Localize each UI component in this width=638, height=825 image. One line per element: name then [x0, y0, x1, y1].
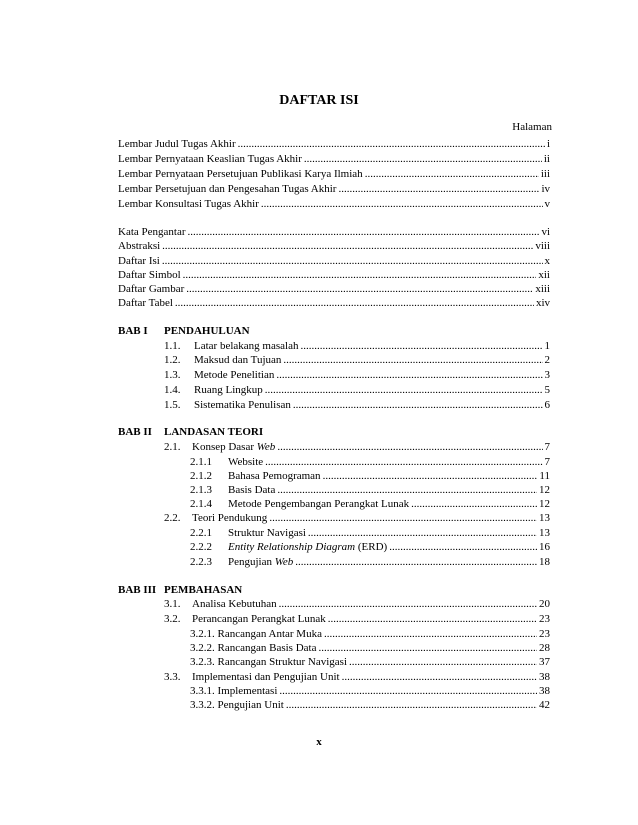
toc-entry	[118, 182, 550, 197]
toc-label: Ruang Lingkup	[194, 384, 263, 396]
toc-page: 11	[539, 470, 550, 482]
toc-entry	[164, 383, 550, 398]
toc-label: Implementasi dan Pengujian Unit	[192, 671, 340, 683]
section-number: 2.2.1	[190, 527, 212, 539]
toc-label: Basis Data	[228, 484, 276, 496]
toc-entry	[190, 641, 550, 656]
toc-label	[192, 440, 275, 455]
section-number: 1.4.	[164, 384, 181, 396]
toc-page: 3	[544, 369, 550, 381]
toc-entry	[190, 555, 550, 570]
label-text: Pengujian	[228, 556, 275, 568]
dot-leader	[304, 152, 542, 167]
section-number: 2.2.2	[190, 541, 212, 553]
dot-leader	[286, 698, 537, 713]
dot-leader	[342, 670, 537, 685]
toc-entry	[164, 368, 550, 383]
chapter-title: PEMBAHASAN	[164, 584, 243, 596]
chapter-heading	[118, 425, 263, 440]
toc-label: 3.3.1. Implementasi	[190, 685, 278, 697]
dot-leader	[186, 282, 533, 297]
dot-leader	[349, 655, 537, 670]
toc-entry	[118, 152, 550, 167]
dot-leader	[389, 540, 537, 555]
toc-entry	[190, 684, 550, 699]
toc-entry	[164, 339, 550, 354]
dot-leader	[365, 167, 539, 182]
toc-page: 7	[544, 441, 550, 453]
toc-page: 23	[539, 613, 550, 625]
dot-leader	[261, 197, 543, 212]
toc-page: 5	[544, 384, 550, 396]
dot-leader	[269, 511, 537, 526]
dot-leader	[328, 612, 537, 627]
toc-page: xii	[538, 269, 550, 281]
label-text: (ERD)	[355, 541, 388, 553]
toc-label: Sistematika Penulisan	[194, 399, 291, 411]
toc-entry	[164, 511, 550, 526]
dot-leader	[318, 641, 537, 656]
toc-page: 38	[539, 685, 550, 697]
toc-entry	[118, 296, 550, 311]
toc-page: 18	[539, 556, 550, 568]
toc-entry	[118, 197, 550, 212]
toc-label	[228, 540, 387, 555]
toc-page: 23	[539, 628, 550, 640]
toc-page: xiii	[535, 283, 550, 295]
toc-page: ii	[543, 153, 550, 165]
label-italic: Web	[256, 441, 276, 453]
dot-leader	[279, 684, 537, 699]
toc-page: 2	[544, 354, 550, 366]
toc-label: Abstraksi	[118, 240, 161, 252]
dot-leader	[175, 296, 534, 311]
dot-leader	[277, 440, 542, 455]
label-text: Konsep Dasar	[192, 441, 257, 453]
section-number: 2.1.3	[190, 484, 212, 496]
toc-label: Lembar Pernyataan Persetujuan Publikasi Karya Ilmiah	[118, 168, 363, 180]
toc-entry	[164, 612, 550, 627]
toc-label: Maksud dan Tujuan	[194, 354, 282, 366]
dot-leader	[183, 268, 537, 283]
dot-leader	[188, 225, 540, 240]
chapter-title: PENDAHULUAN	[164, 325, 250, 337]
toc-entry	[190, 455, 550, 470]
toc-label: Lembar Judul Tugas Akhir	[118, 138, 236, 150]
toc-label: Latar belakang masalah	[194, 340, 299, 352]
page-number: x	[316, 736, 322, 748]
toc-entry	[190, 469, 550, 484]
toc-label: Daftar Tabel	[118, 297, 173, 309]
toc-entry	[190, 627, 550, 642]
dot-leader	[276, 368, 542, 383]
toc-entry	[190, 540, 550, 555]
toc-label: 3.2.2. Rancangan Basis Data	[190, 642, 317, 654]
dot-leader	[265, 455, 542, 470]
toc-page: 42	[539, 699, 550, 711]
toc-label: Daftar Isi	[118, 255, 160, 267]
section-number: 3.1.	[164, 598, 181, 610]
toc-entry	[164, 440, 550, 455]
dot-leader	[308, 526, 537, 541]
toc-entry	[118, 239, 550, 254]
dot-leader	[411, 497, 537, 512]
toc-label: Metode Pengembangan Perangkat Lunak	[228, 498, 410, 510]
halaman-label: Halaman	[512, 121, 552, 133]
toc-entry	[118, 167, 550, 182]
dot-leader	[293, 398, 543, 413]
dot-leader	[295, 555, 537, 570]
toc-page: iv	[541, 183, 550, 195]
dot-leader	[324, 627, 537, 642]
section-number: 1.5.	[164, 399, 181, 411]
section-number: 2.1.4	[190, 498, 212, 510]
toc-page: xiv	[535, 297, 550, 309]
toc-page: v	[544, 198, 550, 210]
section-number: 2.1.	[164, 441, 181, 453]
chapter-title: LANDASAN TEORI	[164, 426, 264, 438]
toc-label: Analisa Kebutuhan	[192, 598, 277, 610]
toc-label: 3.3.2. Pengujian Unit	[190, 699, 284, 711]
toc-page: viii	[535, 240, 550, 252]
chapter-number: BAB I	[118, 325, 148, 337]
dot-leader	[338, 182, 539, 197]
toc-page: 13	[539, 512, 550, 524]
page-title: DAFTAR ISI	[279, 93, 359, 108]
dot-leader	[279, 597, 537, 612]
toc-label: 3.2.3. Rancangan Struktur Navigasi	[190, 656, 348, 668]
section-number: 2.1.1	[190, 456, 212, 468]
chapter-number: BAB III	[118, 584, 157, 596]
toc-entry	[190, 698, 550, 713]
toc-entry	[118, 282, 550, 297]
toc-label	[228, 555, 293, 570]
dot-leader	[162, 239, 533, 254]
dot-leader	[323, 469, 538, 484]
dot-leader	[238, 137, 545, 152]
toc-label: Struktur Navigasi	[228, 527, 306, 539]
chapter-heading	[118, 583, 242, 598]
toc-page: i	[546, 138, 550, 150]
toc-entry	[164, 353, 550, 368]
toc-entry	[190, 655, 550, 670]
section-number: 3.3.	[164, 671, 181, 683]
section-number: 1.3.	[164, 369, 181, 381]
toc-entry	[190, 526, 550, 541]
chapter-heading	[118, 324, 250, 339]
toc-entry	[118, 137, 550, 152]
toc-entry	[118, 254, 550, 269]
toc-label: Bahasa Pemograman	[228, 470, 321, 482]
label-italic: Web	[274, 556, 294, 568]
toc-page: 7	[544, 456, 550, 468]
toc-label: Lembar Pernyataan Keaslian Tugas Akhir	[118, 153, 302, 165]
toc-entry	[118, 268, 550, 283]
toc-entry	[190, 483, 550, 498]
dot-leader	[265, 383, 543, 398]
toc-label: Lembar Konsultasi Tugas Akhir	[118, 198, 259, 210]
section-number: 2.2.	[164, 512, 181, 524]
toc-page: 13	[539, 527, 550, 539]
section-number: 2.1.2	[190, 470, 212, 482]
toc-page: 6	[544, 399, 550, 411]
toc-page: 16	[539, 541, 550, 553]
toc-label: Daftar Gambar	[118, 283, 185, 295]
toc-entry	[164, 670, 550, 685]
toc-label: Kata Pengantar	[118, 226, 186, 238]
toc-page: 28	[539, 642, 550, 654]
toc-label: Perancangan Perangkat Lunak	[192, 613, 326, 625]
toc-label: Lembar Persetujuan dan Pengesahan Tugas Akhir	[118, 183, 337, 195]
toc-entry	[164, 597, 550, 612]
dot-leader	[277, 483, 537, 498]
toc-label: Website	[228, 456, 264, 468]
toc-page: x	[544, 255, 550, 267]
toc-page: 12	[539, 498, 550, 510]
toc-page: 12	[539, 484, 550, 496]
label-italic: Entity Relationship Diagram	[228, 541, 356, 553]
toc-label: 3.2.1. Rancangan Antar Muka	[190, 628, 322, 640]
dot-leader	[283, 353, 542, 368]
dot-leader	[300, 339, 542, 354]
toc-page: 38	[539, 671, 550, 683]
toc-label: Metode Penelitian	[194, 369, 275, 381]
toc-label: Teori Pendukung	[192, 512, 268, 524]
section-number: 1.1.	[164, 340, 181, 352]
toc-page: vi	[541, 226, 550, 238]
toc-page: 20	[539, 598, 550, 610]
dot-leader	[162, 254, 543, 269]
toc-entry	[190, 497, 550, 512]
section-number: 3.2.	[164, 613, 181, 625]
section-number: 2.2.3	[190, 556, 212, 568]
toc-entry	[118, 225, 550, 240]
toc-label: Daftar Simbol	[118, 269, 181, 281]
toc-entry	[164, 398, 550, 413]
toc-page: 37	[539, 656, 550, 668]
chapter-number: BAB II	[118, 426, 152, 438]
toc-page: iii	[540, 168, 550, 180]
toc-page: 1	[544, 340, 550, 352]
section-number: 1.2.	[164, 354, 181, 366]
